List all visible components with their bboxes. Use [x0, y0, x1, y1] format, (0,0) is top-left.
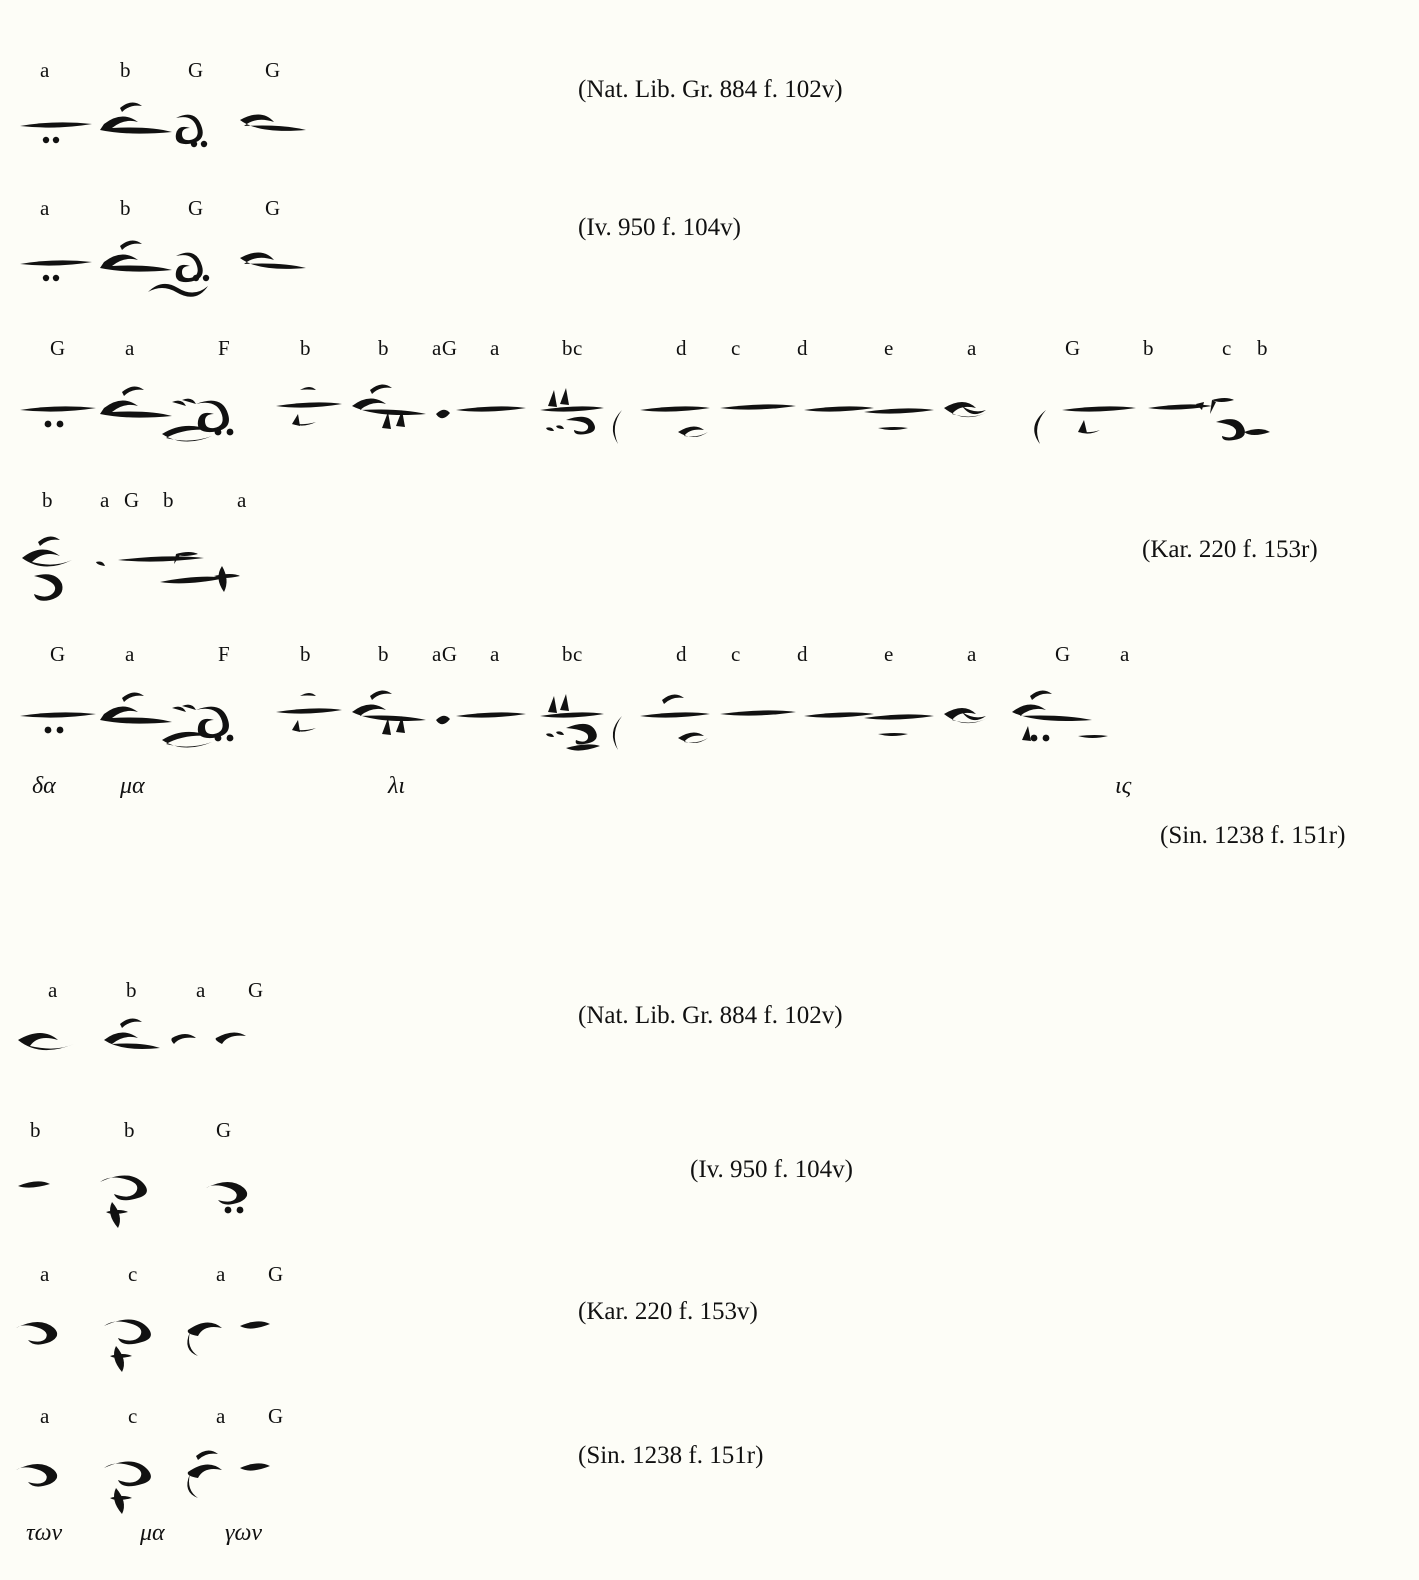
neume-row	[0, 668, 1419, 773]
pitch-letter: b	[163, 488, 174, 512]
source-label: (Iv. 950 f. 104v)	[578, 214, 741, 241]
source-label: (Kar. 220 f. 153r)	[1142, 536, 1318, 563]
pitch-letter: c	[128, 1262, 138, 1286]
pitch-letter: G	[268, 1262, 284, 1286]
pitch-letter: a	[490, 642, 500, 666]
pitch-letter: b	[124, 1118, 135, 1142]
pitch-letter: b	[126, 978, 137, 1002]
source-label: (Iv. 950 f. 104v)	[690, 1156, 853, 1183]
pitch-letter: d	[676, 336, 687, 360]
pitch-letter: c	[731, 642, 741, 666]
pitch-letter: b	[378, 642, 389, 666]
syllable-row	[0, 1520, 1419, 1554]
pitch-letter-row	[0, 1404, 1419, 1430]
pitch-letter: c	[731, 336, 741, 360]
pitch-letter-row	[0, 978, 1419, 1004]
pitch-letter: G	[188, 196, 204, 220]
pitch-letter-row	[0, 1262, 1419, 1288]
pitch-letter: a	[40, 196, 50, 220]
neume-system-5	[0, 642, 1419, 849]
pitch-letter: d	[797, 336, 808, 360]
pitch-letter: b	[120, 196, 131, 220]
pitch-letter: F	[218, 336, 231, 360]
pitch-letter: a	[216, 1262, 226, 1286]
pitch-letter: G	[265, 58, 281, 82]
pitch-letter: G	[1055, 642, 1071, 666]
pitch-letter: a	[100, 488, 110, 512]
source-label: (Kar. 220 f. 153v)	[578, 1298, 758, 1325]
syllable: μα	[120, 773, 145, 799]
neume-system-3	[0, 336, 1419, 472]
pitch-letter: G	[1065, 336, 1081, 360]
pitch-letter: G	[50, 642, 66, 666]
pitch-letter: c	[128, 1404, 138, 1428]
pitch-letter: a	[216, 1404, 226, 1428]
pitch-letter: a	[196, 978, 206, 1002]
pitch-letter: a	[40, 58, 50, 82]
source-label: (Sin. 1238 f. 151r)	[578, 1442, 764, 1469]
pitch-letter: b	[378, 336, 389, 360]
pitch-letter: aG	[432, 642, 458, 666]
pitch-letter: a	[967, 642, 977, 666]
pitch-letter: b	[300, 642, 311, 666]
pitch-letter: aG	[432, 336, 458, 360]
neume-row	[0, 514, 1419, 614]
source-label: (Nat. Lib. Gr. 884 f. 102v)	[578, 76, 843, 103]
pitch-letter: a	[125, 642, 135, 666]
pitch-letter: d	[797, 642, 808, 666]
pitch-letter: b	[300, 336, 311, 360]
pitch-letter: G	[265, 196, 281, 220]
pitch-letter: G	[268, 1404, 284, 1428]
pitch-letter: b	[120, 58, 131, 82]
syllable: γων	[225, 1520, 263, 1546]
syllable: των	[26, 1520, 63, 1546]
pitch-letter: G	[216, 1118, 232, 1142]
pitch-letter-row	[0, 642, 1419, 668]
neume-system-1	[0, 58, 1419, 164]
source-label: (Sin. 1238 f. 151r)	[1160, 822, 1346, 849]
pitch-letter: a	[125, 336, 135, 360]
pitch-letter: b	[42, 488, 53, 512]
pitch-letter: a	[40, 1404, 50, 1428]
neume-system-8	[0, 1262, 1419, 1374]
pitch-letter: b	[1143, 336, 1154, 360]
neume-system-7	[0, 1118, 1419, 1234]
pitch-letter: c	[1222, 336, 1232, 360]
pitch-letter-row	[0, 488, 1419, 514]
pitch-letter: G	[248, 978, 264, 1002]
pitch-letter: b	[30, 1118, 41, 1142]
pitch-letter: bc	[562, 336, 583, 360]
neume-system-2	[0, 196, 1419, 302]
pitch-letter: d	[676, 642, 687, 666]
pitch-letter: e	[884, 642, 894, 666]
neume-system-6	[0, 978, 1419, 1066]
pitch-letter: a	[967, 336, 977, 360]
source-label: (Nat. Lib. Gr. 884 f. 102v)	[578, 1002, 843, 1029]
pitch-letter: G	[50, 336, 66, 360]
neume-system-9	[0, 1404, 1419, 1554]
pitch-letter: a	[1120, 642, 1130, 666]
pitch-letter-row	[0, 1118, 1419, 1144]
pitch-letter-row	[0, 336, 1419, 362]
syllable: λι	[388, 773, 406, 799]
pitch-letter: a	[48, 978, 58, 1002]
neume-row	[0, 362, 1419, 472]
pitch-letter: a	[40, 1262, 50, 1286]
pitch-letter: e	[884, 336, 894, 360]
syllable-row	[0, 773, 1419, 807]
pitch-letter: bc	[562, 642, 583, 666]
pitch-letter: G	[124, 488, 140, 512]
syllable: δα	[32, 773, 56, 799]
pitch-letter: G	[188, 58, 204, 82]
syllable: μα	[140, 1520, 165, 1546]
pitch-letter: b	[1257, 336, 1268, 360]
pitch-letter: F	[218, 642, 231, 666]
neume-system-4	[0, 488, 1419, 614]
pitch-letter: a	[237, 488, 247, 512]
pitch-letter: a	[490, 336, 500, 360]
syllable: ις	[1115, 773, 1132, 799]
